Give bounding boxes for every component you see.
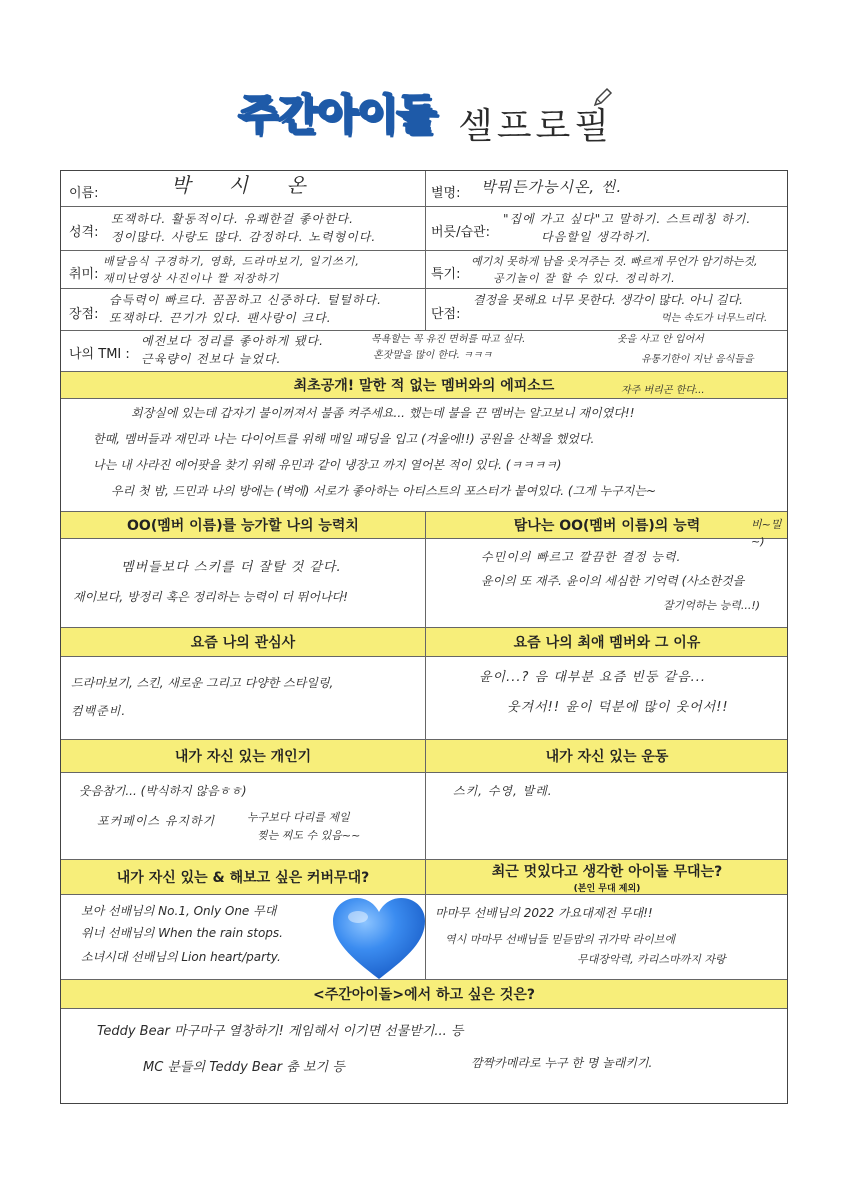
episode-content: [61, 399, 787, 511]
cover-title: 내가 자신 있는 & 해보고 싶은 커버무대?: [116, 870, 370, 886]
episode-header: [61, 371, 787, 399]
episode-line: 우리 첫 밤, 드민과 나의 방에는 (벽에) 서로가 좋아하는 아티스트의 포스터가 붙여있다. (그게 누구지는~: [111, 484, 656, 498]
blue-heart-icon: [330, 895, 428, 983]
episode-line: 나는 내 사라진 에어팟을 찾기 위해 유민과 같이 냉장고 까지 열어본 적이 있다. (ㅋㅋㅋㅋ): [93, 458, 562, 472]
strength-value-1: 습득력이 빠르다. 꼼꼼하고 신중하다. 털털하다.: [109, 293, 382, 307]
name-label: 이름:: [69, 186, 99, 201]
stage-line: 마마무 선배님의 2022 가요대제전 무대!!: [435, 906, 653, 920]
wish-line: Teddy Bear 마구마구 열창하기! 게임해서 이기면 선물받기... 등: [97, 1024, 464, 1039]
talent-label: 특기:: [431, 267, 461, 282]
logo-part1: 주간: [238, 90, 318, 139]
row-hobby: [61, 251, 787, 289]
page-title: 셀프로필: [458, 106, 614, 147]
covet-line: 윤이의 또 재주. 윤이의 세심한 기억력 (사소한것을: [481, 574, 745, 588]
ability-title: OO(멤버 이름)를 능가할 나의 능력치: [127, 518, 359, 534]
bias-line: 웃겨서!! 윤이 덕분에 많이 웃어서!!: [507, 700, 729, 715]
stage-line: 역시 마마무 선배님들 믿듣맘의 귀가막 라이브에: [445, 933, 676, 946]
strength-label: 장점:: [69, 307, 99, 322]
wish-header: [61, 979, 787, 1009]
tmi-value-4: 혼잣말을 많이 한다. ㅋㅋㅋ: [373, 350, 492, 361]
sport-line: 스키, 수영, 발레.: [453, 784, 553, 798]
personality-label: 성격:: [69, 225, 99, 240]
ability-line: 멤버들보다 스키를 더 잘탈 것 같다.: [121, 560, 342, 575]
weakness-label: 단점:: [431, 307, 461, 322]
interest-line: 컴백준비.: [71, 704, 127, 718]
tmi-value-2: 근육량이 전보다 늘었다.: [141, 352, 282, 366]
talent-show-title: 내가 자신 있는 개인기: [174, 749, 312, 765]
stage-line: 무대장악력, 카리스마까지 자랑: [577, 953, 726, 966]
stage-subtitle: (본인 무대 제외): [573, 883, 641, 894]
sport-title: 내가 자신 있는 운동: [545, 749, 669, 765]
ability-header: [61, 511, 787, 548]
hobby-value-1: 배달음식 구경하기, 영화, 드라마보기, 일기쓰기,: [103, 255, 360, 268]
cover-line: 보아 선배님의 No.1, Only One 무대: [81, 904, 277, 918]
talent-show-header: [61, 739, 787, 773]
wish-content: [61, 1009, 787, 1103]
tmi-value-5: 옷을 사고 안 입어서: [617, 334, 704, 345]
tmi-value-6: 유통기한이 지난 음식들을: [641, 354, 754, 365]
tmi-label: 나의 TMI :: [69, 347, 130, 362]
cover-line: 소녀시대 선배님의 Lion heart/party.: [81, 950, 281, 964]
episode-line: 회장실에 있는데 갑자기 불이꺼져서 불좀 켜주세요... 했는데 불을 끈 멤버는 알고보니 재이였다!!: [131, 406, 635, 420]
row-tmi: [61, 331, 787, 371]
nickname-value: 박뭐든가능시온, 씬.: [481, 178, 623, 196]
personality-value-1: 또잭하다. 활동적이다. 유쾌한걸 좋아한다.: [111, 212, 354, 226]
strength-value-2: 또잭하다. 끈기가 있다. 팬사랑이 크다.: [109, 311, 332, 325]
talent-show-content: [61, 773, 787, 859]
episode-line: 비~밀~): [751, 518, 782, 548]
page-header: [0, 70, 848, 150]
personality-value-2: 정이많다. 사랑도 많다. 감정하다. 노력형이다.: [111, 230, 377, 244]
ability-line: 재이보다, 방정리 혹은 정리하는 능력이 더 뛰어나다!: [73, 590, 348, 604]
stage-title: 최근 멋있다고 생각한 아이돌 무대는?: [491, 864, 723, 880]
episode-title: 최초공개! 말한 적 없는 멤버와의 에피소드: [293, 378, 555, 394]
hobby-label: 취미:: [69, 267, 99, 282]
bias-line: 윤이...? 음 대부분 요즘 빈둥 같음...: [479, 670, 707, 685]
habit-value-2: 다음할일 생각하기.: [541, 230, 652, 244]
bias-title: 요즘 나의 최애 멤버와 그 이유: [513, 635, 701, 651]
covet-title: 탐나는 OO(멤버 이름)의 능력: [513, 518, 701, 534]
name-value: 박 시 온: [171, 173, 322, 197]
wish-line: 깜짝카메라로 누구 한 명 놀래키기.: [471, 1056, 653, 1070]
habit-value-1: "집에 가고 싶다"고 말하기. 스트레칭 하기.: [503, 212, 752, 226]
weakness-value-2: 먹는 속도가 너무느리다.: [661, 313, 768, 324]
wish-title: <주간아이돌>에서 하고 싶은 것은?: [312, 987, 535, 1003]
talent-value-1: 예기치 못하게 남을 웃겨주는 것. 빠르게 무언가 암기하는것,: [471, 255, 758, 268]
habit-label: 버릇/습관:: [431, 225, 490, 240]
covet-line: 수민이의 빠르고 깔끔한 결정 능력.: [481, 550, 682, 564]
tmi-value-3: 목욕할는 꼭 유진 면허를 따고 싶다.: [371, 334, 526, 345]
nickname-label: 별명:: [431, 186, 461, 201]
cover-header: [61, 859, 787, 895]
row-strength: [61, 289, 787, 331]
talent-show-line: 찢는 찌도 수 있음~~: [257, 829, 361, 842]
talent-value-2: 공기놀이 잘 할 수 있다. 정리하기.: [493, 272, 676, 285]
hobby-value-2: 재미난영상 사진이나 짤 저장하기: [103, 272, 280, 285]
logo-part2: 아이돌: [317, 90, 436, 139]
weakness-value-1: 결정을 못해요 너무 못한다. 생각이 많다. 아니 길다.: [473, 293, 743, 307]
talent-show-line: 포커페이스 유지하기: [97, 814, 216, 828]
talent-show-line: 웃음참기... (박식하지 않음ㅎㅎ): [79, 784, 247, 798]
interest-header: [61, 627, 787, 657]
weekly-idol-logo: [238, 82, 436, 142]
wish-line: MC 분들의 Teddy Bear 춤 보기 등: [143, 1060, 345, 1075]
row-name: [61, 171, 787, 207]
covet-line: 잘기억하는 능력...!): [663, 599, 761, 612]
tmi-value-7: 자주 버리곤 한다...: [621, 385, 705, 396]
interest-line: 드라마보기, 스킨, 새로운 그리고 다양한 스타일링,: [71, 676, 334, 690]
row-personality: [61, 207, 787, 251]
talent-show-line: 누구보다 다리를 제일: [247, 811, 350, 824]
interest-content: [61, 657, 787, 739]
pencil-icon: [592, 86, 614, 113]
ability-content: [61, 539, 787, 627]
episode-line: 한때, 멤버들과 재민과 나는 다이어트를 위해 매일 패딩을 입고 (겨울에!!) 공원을 산책을 했었다.: [93, 432, 595, 446]
tmi-value-1: 예전보다 정리를 좋아하게 됐다.: [141, 334, 324, 348]
cover-line: 위너 선배님의 When the rain stops.: [81, 926, 283, 940]
interest-title: 요즘 나의 관심사: [190, 635, 296, 651]
